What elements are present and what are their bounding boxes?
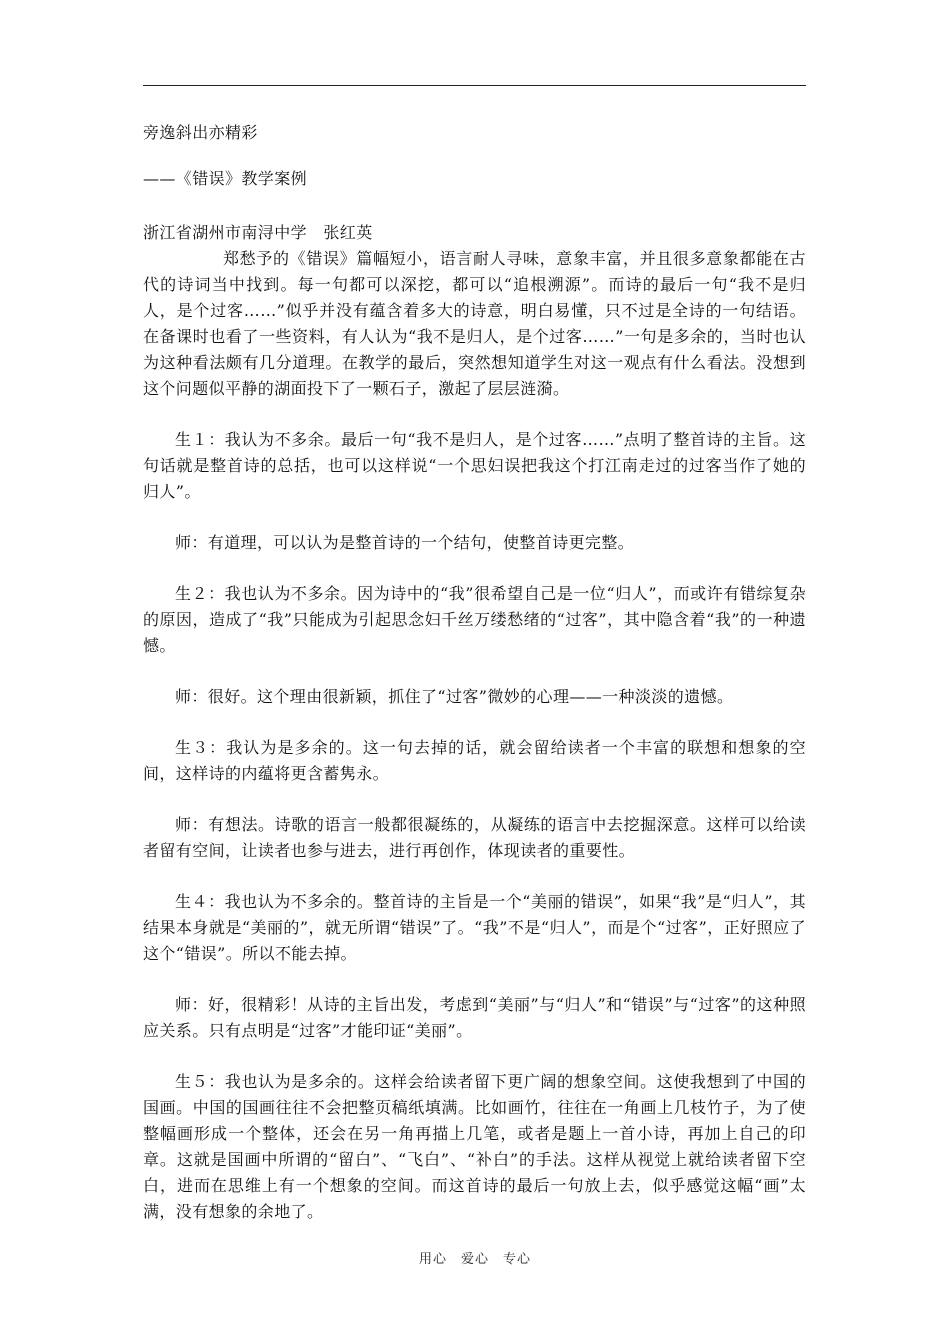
- dialogue-paragraph: 师：有想法。诗歌的语言一般都很凝练的，从凝练的语言中去挖掘深意。这样可以给读者留有空间，让读者也参与进去，进行再创作，体现读者的重要性。: [143, 815, 806, 860]
- dialogue-paragraph: 生５：我也认为是多余的。这样会给读者留下更广阔的想象空间。这使我想到了中国的国画。中国的国画往往不会把整页稿纸填满。比如画竹，往往在一角画上几枝竹子，为了使整幅画形成一个整体，还会在另一角再描上几笔，或者是题上一首小诗，再加上自己的印章。这就是国画中所谓的“留白”、“飞白”、“补白”的手法。这样从视觉上就给读者留下空白，进而在思维上有一个想象的空间。而这首诗的最后一句放上去，似乎感觉这幅“画”太满，没有想象的余地了。: [143, 1072, 806, 1221]
- intro-paragraph: 郑愁予的《错误》篇幅短小，语言耐人寻味，意象丰富，并且很多意象都能在古代的诗词当中找到。每一句都可以深挖，都可以“追根溯源”。而诗的最后一句“我不是归人，是个过客……”似乎并没有蕴含着多大的诗意，明白易懂，只不过是全诗的一句结语。在备课时也看了一些资料，有人认为“我不是归人，是个过客……”一句是多余的，当时也认为这种看法颇有几分道理。在教学的最后，突然想知道学生对这一观点有什么看法。没想到这个问题似平静的湖面投下了一颗石子，激起了层层涟漪。: [143, 249, 806, 398]
- dialogue-paragraph: 生２：我也认为不多余。因为诗中的“我”很希望自己是一位“归人”，而或许有错综复杂的原因，造成了“我”只能成为引起思念妇千丝万缕愁绪的“过客”，其中隐含着“我”的一种遗憾。: [143, 584, 806, 655]
- author-line: 浙江省湖州市南浔中学 张红英: [143, 223, 373, 242]
- dialogue-paragraph: 师：有道理，可以认为是整首诗的一个结句，使整首诗更完整。: [175, 533, 635, 552]
- page-footer: 用心 爱心 专心: [418, 1252, 531, 1267]
- header-rule: [143, 85, 806, 86]
- dialogue-paragraph: 师：很好。这个理由很新颖，抓住了“过客”微妙的心理——一种淡淡的遗憾。: [175, 687, 734, 706]
- dialogue-paragraph: 生４：我也认为不多余的。整首诗的主旨是一个“美丽的错误”，如果“我”是“归人”，其结果本身就是“美丽的”，就无所谓“错误”了。“我”不是“归人”，而是个“过客”，正好照应了这个“错误”。所以不能去掉。: [143, 892, 806, 963]
- dialogue-paragraph: 师：好，很精彩！从诗的主旨出发，考虑到“美丽”与“归人”和“错误”与“过客”的这种照应关系。只有点明是“过客”才能印证“美丽”。: [143, 995, 806, 1040]
- dialogue-paragraph: 生１：我认为不多余。最后一句“我不是归人，是个过客……”点明了整首诗的主旨。这句话就是整首诗的总括，也可以这样说“一个思妇误把我这个打江南走过的过客当作了她的归人”。: [143, 430, 806, 501]
- document-subtitle: ——《错误》教学案例: [143, 169, 308, 188]
- dialogue-paragraph: 生３：我认为是多余的。这一句去掉的话，就会留给读者一个丰富的联想和想象的空间，这样诗的内蕴将更含蓄隽永。: [143, 738, 806, 783]
- document-body: [143, 120, 806, 1225]
- document-title: 旁逸斜出亦精彩: [143, 123, 258, 142]
